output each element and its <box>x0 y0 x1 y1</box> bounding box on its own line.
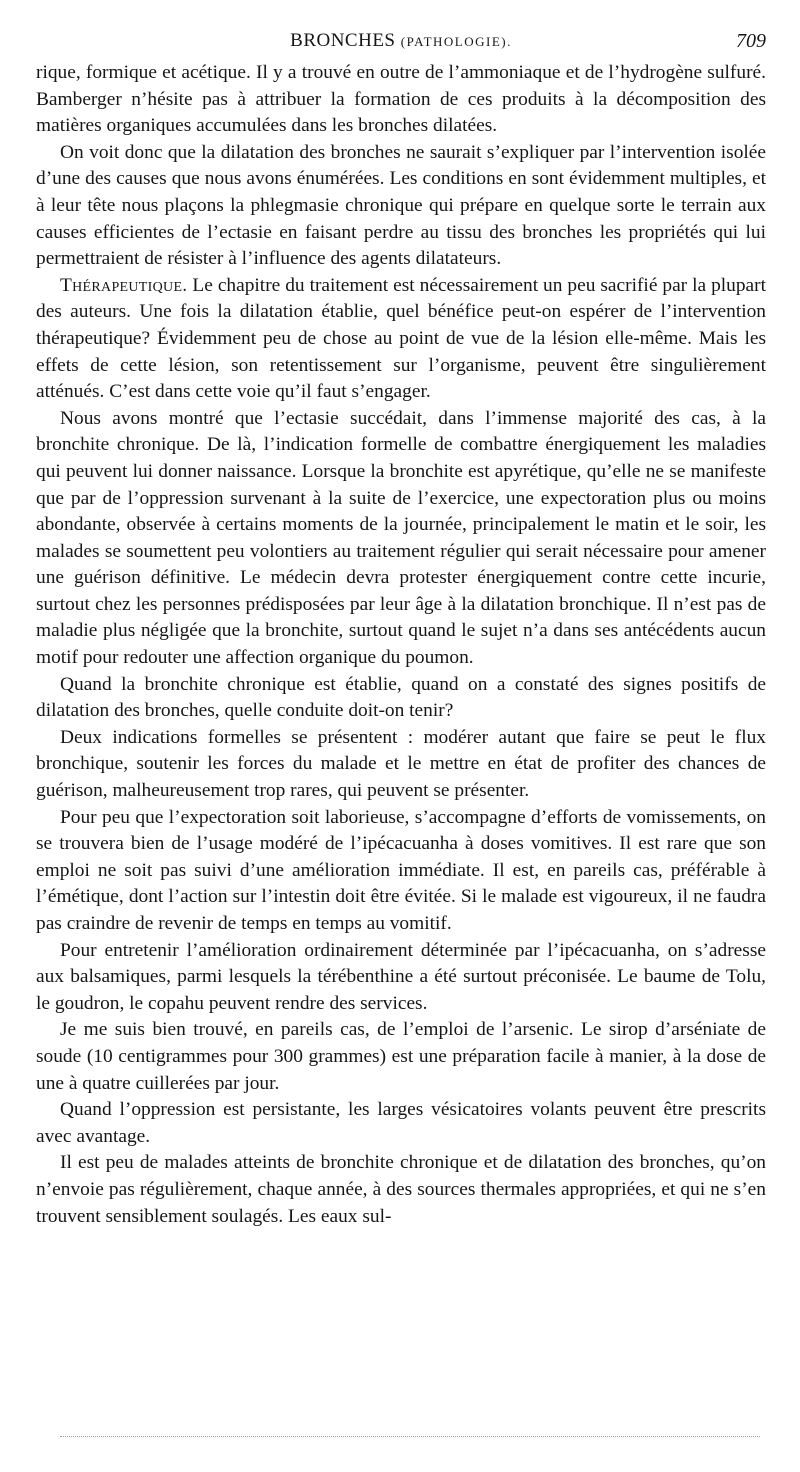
paragraph: Je me suis bien trouvé, en pareils cas, de l’emploi de l’arsenic. Le sirop d’arséniate de soude (10 centigrammes pour 300 grammes) est une préparation facile à manier, à la dose de une à quatre cuillerées par jour. <box>36 1019 766 1094</box>
section-heading: Thérapeutique. <box>60 274 188 296</box>
page-header <box>36 30 766 56</box>
paragraph: Deux indications formelles se présentent : modérer autant que faire se peut le flux bronchique, soutenir les forces du malade et le mettre en état de profiter des chances de guérison, malheureusement trop rares, qui peuvent se présenter. <box>36 726 766 802</box>
paragraph: On voit donc que la dilatation des bronches ne saurait s’expliquer par l’intervention isolée d’une des causes que nous avons énumérées. Les conditions en sont évidemment multiples, et à leur tête nous plaçons la phlegmasie chronique qui prépare en quelque sorte le terrain aux causes efficientes de l’ectasie en faisant perdre au tissu des bronches les propriétés qui lui permettraient de résister à l’influence des agents dilatateurs. <box>36 141 766 270</box>
body-text <box>36 60 766 1230</box>
paragraph: Il est peu de malades atteints de bronchite chronique et de dilatation des bronches, qu’on n’envoie pas régulièrement, chaque année, à des sources thermales appropriées, et qui ne s’en trouvent sensiblement soulagés. Les eaux sul- <box>36 1152 766 1227</box>
paragraph: Quand l’oppression est persistante, les larges vésicatoires volants peuvent être prescrits avec avantage. <box>36 1099 766 1147</box>
paragraph-text: Le chapitre du traitement est nécessairement un peu sacrifié par la plupart des auteurs. Une fois la dilatation établie, quel bénéfice peut-on espérer de l’intervention thérapeutique? Évidemment peu de chose au point de vue de la lésion elle-même. Mais les effets de cette lésion, son retentissement sur l’organisme, peuvent être singulièrement atténués. C’est dans cette voie qu’il faut s’engager. <box>36 274 766 403</box>
running-title-sub: (PATHOLOGIE). <box>400 34 512 49</box>
paragraph: rique, formique et acétique. Il y a trouvé en outre de l’ammoniaque et de l’hydrogène sulfuré. Bamberger n’hésite pas à attribuer la formation de ces produits à la décomposition des matières organiques accumulées dans les bronches dilatées. <box>36 62 766 137</box>
running-title <box>36 30 766 52</box>
paragraph: Pour entretenir l’amélioration ordinairement déterminée par l’ipécacuanha, on s’adresse aux balsamiques, parmi lesquels la térébenthine a été surtout préconisée. Le baume de Tolu, le goudron, le copahu peuvent rendre des services. <box>36 939 766 1014</box>
page-number: 709 <box>736 30 766 52</box>
paragraph: Nous avons montré que l’ectasie succédait, dans l’immense majorité des cas, à la bronchite chronique. De là, l’indication formelle de combattre énergiquement les maladies qui peuvent lui donner naissance. Lorsque la bronchite est apyrétique, qu’elle ne se manifeste que par de l’oppression survenant à la suite de l’exercice, une expectoration plus ou moins abondante, observée à certains moments de la journée, principalement le matin et le soir, les malades se soumettent peu volontiers au traitement régulier qui serait nécessaire pour amener une guérison définitive. Le médecin devra protester énergiquement contre cette incurie, surtout chez les personnes prédisposées par leur âge à la dilatation bronchique. Il n’est pas de maladie plus négligée que la bronchite, surtout quand le sujet n’a dans ses antécédents aucun motif pour redouter une affection organique du poumon. <box>36 407 766 669</box>
paragraph: Pour peu que l’expectoration soit laborieuse, s’accompagne d’efforts de vomissements, on se trouvera bien de l’usage modéré de l’ipécacuanha à doses vomitives. Il est rare que son emploi ne soit pas suivi d’une amélioration immédiate. Il est, en pareils cas, préférable à l’émétique, dont l’action sur l’intestin doit être évitée. Si le malade est vigoureux, il ne faudra pas craindre de revenir de temps en temps au vomitif. <box>36 806 766 934</box>
paragraph: Quand la bronchite chronique est établie, quand on a constaté des signes positifs de dilatation des bronches, quelle conduite doit-on tenir? <box>36 673 766 722</box>
running-title-main: BRONCHES <box>290 30 396 51</box>
paragraph-therapeutique <box>36 273 766 406</box>
footer-rule <box>60 1436 760 1437</box>
